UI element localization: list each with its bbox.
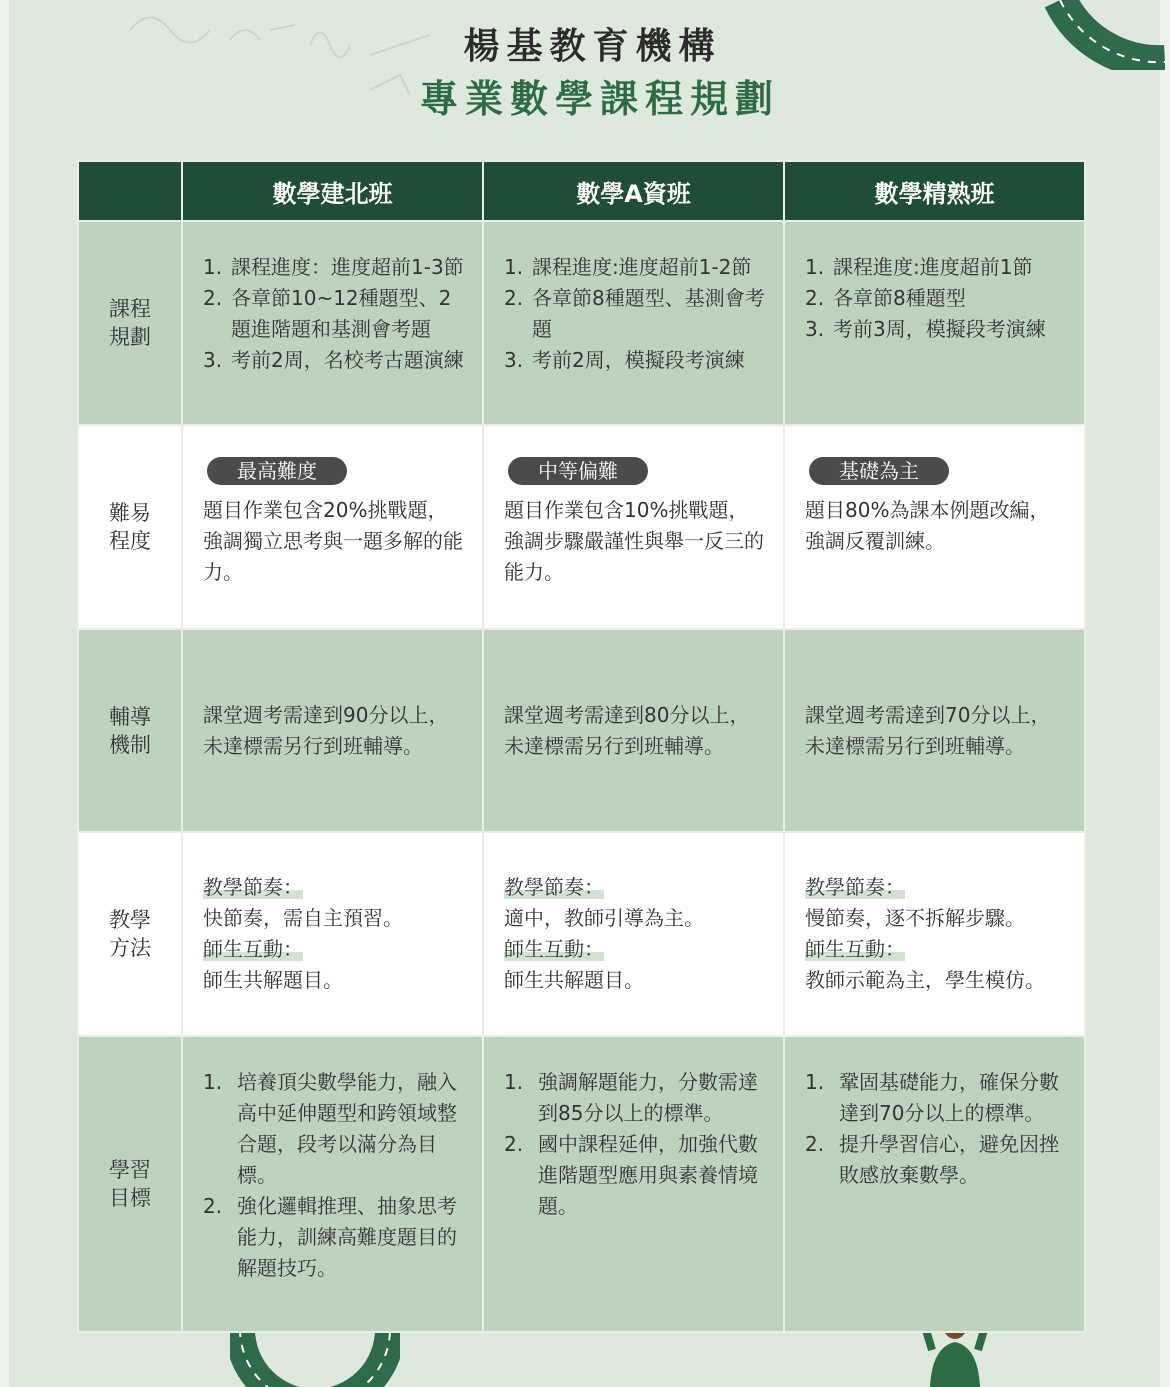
list-number: 2.: [504, 1132, 524, 1156]
plan-cell: [182, 221, 483, 425]
list-text: 提升學習信心，避免因挫敗感放棄數學。: [839, 1132, 1059, 1187]
list-number: 2.: [203, 286, 223, 310]
list-item: [203, 1191, 466, 1284]
tutoring-cell: [784, 629, 1085, 832]
goals-cell: [182, 1036, 483, 1332]
row-label-line: 目標: [109, 1186, 151, 1210]
list-item: [203, 252, 466, 283]
list-text: 各章節8種題型、基測會考題: [532, 286, 765, 341]
table-row-difficulty: [78, 425, 1085, 629]
list-number: 2.: [805, 1132, 825, 1156]
list-number: 1.: [203, 255, 223, 279]
plan-cell: [784, 221, 1085, 425]
method-heading: 教學節奏：: [504, 875, 604, 899]
method-text: 師生共解題目。: [203, 968, 343, 992]
list-text: 各章節10~12種題型、2題進階題和基測會考題: [231, 286, 452, 341]
difficulty-badge: 基礎為主: [809, 457, 949, 485]
list-item: [203, 1067, 466, 1191]
list-item: [805, 252, 1068, 283]
column-header: 數學建北班: [182, 161, 483, 221]
list-item: [805, 314, 1068, 345]
header-corner: [78, 161, 182, 221]
list-item: [805, 283, 1068, 314]
row-label: [78, 832, 182, 1036]
list-text: 考前2周，名校考古題演練: [231, 348, 464, 372]
list-text: 課程進度：進度超前1-3節: [231, 255, 464, 279]
tutoring-cell: [182, 629, 483, 832]
list-item: [203, 283, 466, 345]
row-label: [78, 629, 182, 832]
method-heading: 教學節奏：: [805, 875, 905, 899]
tutoring-line: 未達標需另行到班輔導。: [805, 733, 1025, 758]
tutoring-line: 課堂週考需達到70分以上，: [805, 702, 1051, 727]
table-row-goals: [78, 1036, 1085, 1332]
list-item: [203, 345, 466, 376]
organization-title: 楊基教育機構: [463, 26, 722, 67]
tutoring-cell: [483, 629, 784, 832]
tutoring-line: 課堂週考需達到80分以上，: [504, 702, 750, 727]
list-number: 1.: [504, 255, 524, 279]
row-label: [78, 1036, 182, 1332]
method-text: 適中，教師引導為主。: [504, 906, 704, 930]
list-number: 2.: [504, 286, 524, 310]
goals-cell: [483, 1036, 784, 1332]
table-header-row: [78, 161, 1085, 221]
list-text: 強化邏輯推理、抽象思考能力，訓練高難度題目的解題技巧。: [237, 1194, 457, 1280]
list-number: 1.: [805, 1070, 825, 1094]
list-item: [504, 1129, 767, 1222]
list-text: 考前2周，模擬段考演練: [532, 348, 745, 372]
method-text: 慢節奏，逐不拆解步驟。: [805, 906, 1025, 930]
row-label: [78, 425, 182, 629]
tutoring-line: 未達標需另行到班輔導。: [203, 733, 423, 758]
method-heading: 師生互動：: [203, 937, 303, 961]
method-text: 教師示範為主，學生模仿。: [805, 968, 1045, 992]
method-text: 師生共解題目。: [504, 968, 644, 992]
method-text: 快節奏，需自主預習。: [203, 906, 403, 930]
list-text: 培養頂尖數學能力，融入高中延伸題型和跨領域整合題，段考以滿分為目標。: [237, 1070, 457, 1187]
method-cell: [483, 832, 784, 1036]
difficulty-text: 題目作業包含20%挑戰題，強調獨立思考與一題多解的能力。: [203, 498, 463, 584]
list-text: 課程進度:進度超前1-2節: [532, 255, 752, 279]
method-heading: 師生互動：: [504, 937, 604, 961]
track-decoration-bottom: [230, 1329, 400, 1387]
difficulty-badge: 中等偏難: [508, 457, 648, 485]
list-text: 課程進度:進度超前1節: [833, 255, 1033, 279]
list-item: [805, 1067, 1068, 1129]
list-text: 各章節8種題型: [833, 286, 966, 310]
list-number: 3.: [805, 317, 825, 341]
list-text: 鞏固基礎能力，確保分數達到70分以上的標準。: [839, 1070, 1059, 1125]
difficulty-cell: [784, 425, 1085, 629]
tutoring-line: 未達標需另行到班輔導。: [504, 733, 724, 758]
list-item: [504, 1067, 767, 1129]
row-label-line: 難易: [109, 501, 151, 525]
table-row-method: [78, 832, 1085, 1036]
table-row-plan: [78, 221, 1085, 425]
plan-cell: [483, 221, 784, 425]
list-item: [504, 283, 767, 345]
column-header: 數學A資班: [483, 161, 784, 221]
difficulty-cell: [182, 425, 483, 629]
list-number: 1.: [203, 1070, 223, 1094]
list-item: [805, 1129, 1068, 1191]
list-number: 3.: [504, 348, 524, 372]
list-number: 2.: [805, 286, 825, 310]
row-label-line: 課程: [109, 297, 151, 321]
table-row-tutoring: [78, 629, 1085, 832]
difficulty-badge: 最高難度: [207, 457, 347, 485]
list-number: 2.: [203, 1194, 223, 1218]
row-label-line: 學習: [109, 1158, 151, 1182]
method-cell: [784, 832, 1085, 1036]
list-text: 考前3周，模擬段考演練: [833, 317, 1046, 341]
method-heading: 師生互動：: [805, 937, 905, 961]
method-cell: [182, 832, 483, 1036]
list-text: 國中課程延伸，加強代數進階題型應用與素養情境題。: [538, 1132, 758, 1218]
row-label-line: 教學: [109, 908, 151, 932]
row-label-line: 機制: [109, 732, 151, 757]
list-item: [504, 252, 767, 283]
right-edge-strip: [1160, 0, 1170, 1387]
difficulty-text: 題目80%為課本例題改編，強調反覆訓練。: [805, 498, 1050, 553]
difficulty-text: 題目作業包含10%挑戰題，強調步驟嚴謹性與舉一反三的能力。: [504, 498, 764, 584]
column-header: 數學精熟班: [784, 161, 1085, 221]
row-label-line: 輔導: [109, 704, 151, 729]
list-number: 3.: [203, 348, 223, 372]
list-item: [504, 345, 767, 376]
row-label: [78, 221, 182, 425]
row-label-line: 方法: [109, 936, 151, 960]
list-text: 強調解題能力，分數需達到85分以上的標準。: [538, 1070, 758, 1125]
method-heading: 教學節奏：: [203, 875, 303, 899]
tutoring-line: 課堂週考需達到90分以上，: [203, 702, 449, 727]
row-label-line: 規劃: [109, 325, 151, 349]
list-number: 1.: [805, 255, 825, 279]
row-label-line: 程度: [109, 529, 151, 553]
difficulty-cell: [483, 425, 784, 629]
page-subtitle: 專業數學課程規劃: [419, 77, 780, 121]
list-number: 1.: [504, 1070, 524, 1094]
course-comparison-table: [77, 160, 1086, 1333]
goals-cell: [784, 1036, 1085, 1332]
left-edge-strip: [0, 0, 9, 1387]
